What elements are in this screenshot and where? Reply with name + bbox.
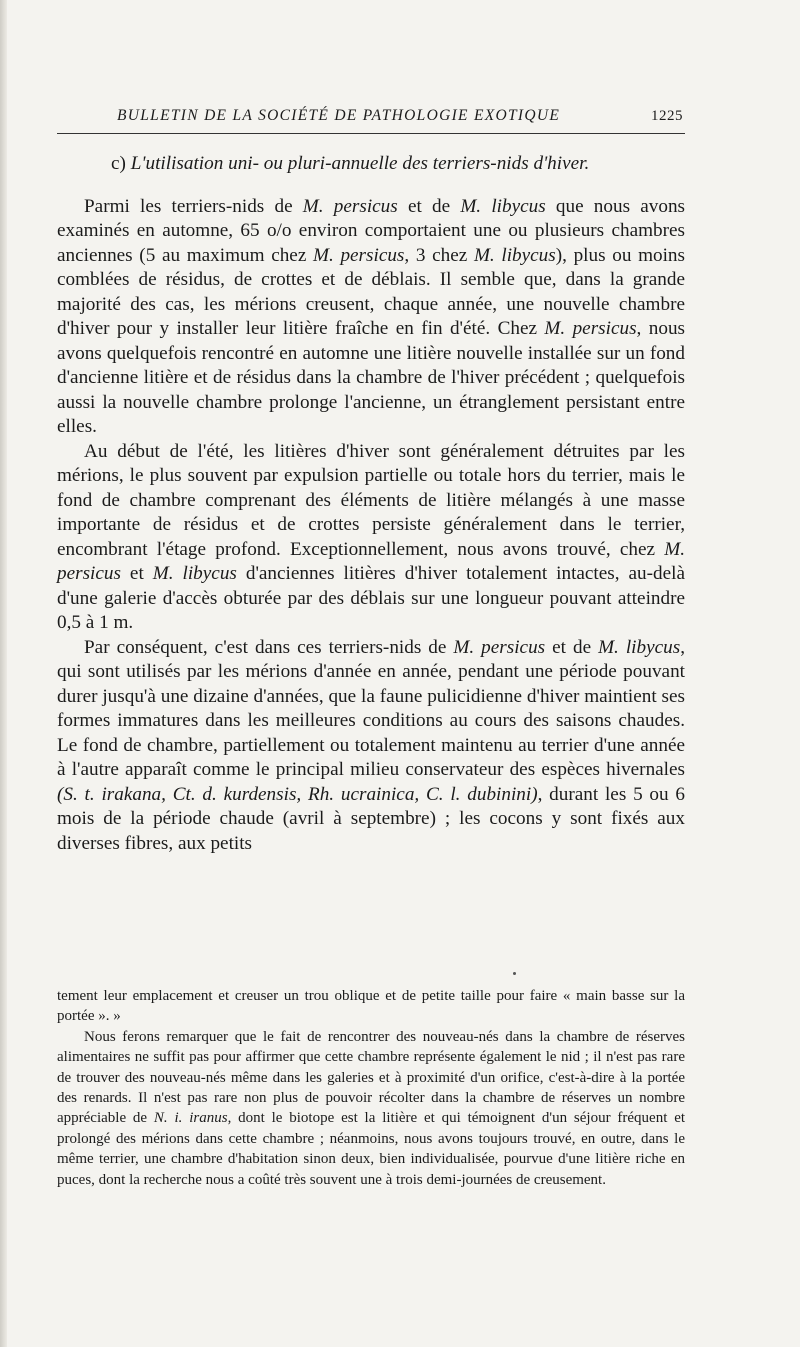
italic-text-segment: M. libycus bbox=[460, 195, 546, 217]
italic-text-segment: M. persicus bbox=[313, 244, 405, 266]
text-segment: , dont le biotope est la litière et qui témoignent d'un séjour fréquent et prolongé des mérions dans cette chambre ; néanmoins, nous avons toujours trouvé, en outre, dans le même terrier, une chambre d'habitation sinon deux, bien individualisée, pourvue d'une litière riche en puces, dont la recherche nous a coûté très souvent une à trois demi-journées de creusement. bbox=[57, 1110, 686, 1188]
footnote-paragraph bbox=[57, 1027, 685, 1190]
italic-text-segment: M. libycus bbox=[473, 244, 556, 266]
italic-text-segment: N. i. iranus bbox=[153, 1110, 228, 1127]
body-paragraph bbox=[57, 636, 685, 857]
footnotes bbox=[57, 986, 685, 1190]
text-segment: , qui sont utilisés par les mérions d'année en année, pendant une période pouvant durer jusqu'à une dizaine d'années, que la faune pulicidienne d'hiver maintient ses formes immatures dans les meilleures conditions au cours des saisons chaudes. Le fond de chambre, partiellement ou totalement maintenu au terrier d'une année à l'autre apparaît comme le principal milieu conservateur des espèces hivernales bbox=[57, 636, 685, 780]
text-segment: ), plus ou moins comblées de résidus, de crottes et de déblais. Il semble que, dans la grande majorité des cas, les mérions creusent, chaque année, une nouvelle chambre d'hiver pour y installer leur litière fraîche en fin d'été. Chez bbox=[57, 244, 685, 339]
main-text bbox=[57, 152, 685, 856]
running-title: BULLETIN DE LA SOCIÉTÉ DE PATHOLOGIE EXOTIQUE bbox=[117, 107, 561, 124]
italic-text-segment: M. persicus bbox=[453, 636, 546, 658]
running-header bbox=[57, 103, 685, 134]
footnote-separator-mark bbox=[513, 972, 516, 975]
text-segment: d'anciennes litières d'hiver totalement intactes, au-delà d'une galerie d'accès obturée par des déblais sur une longueur pouvant atteindre 0,5 à 1 m. bbox=[57, 563, 685, 633]
page bbox=[57, 0, 685, 1347]
italic-text-segment: M. persicus bbox=[544, 318, 637, 339]
italic-text-segment: M. persicus bbox=[302, 195, 398, 217]
text-segment: Par conséquent, c'est dans ces terriers-nids de bbox=[84, 636, 454, 658]
footnote-paragraph bbox=[57, 986, 685, 1027]
text-segment: Parmi les terriers-nids de bbox=[84, 195, 303, 217]
text-segment: Au début de l'été, les litières d'hiver sont généralement détruites par les mérions, le plus souvent par expulsion partielle ou totale hors du terrier, mais le fond de chambre comprenant des éléments de litière mélangés à une masse importante de résidus et de crottes persiste généralement dans le terrier, encombrant l'étage profond. Exceptionnellement, nous avons trouvé, chez bbox=[57, 440, 685, 560]
subheading-label: c) bbox=[111, 153, 131, 174]
text-segment: et de bbox=[545, 636, 599, 658]
main-paragraphs bbox=[57, 195, 685, 857]
italic-text-segment: M. libycus bbox=[152, 563, 237, 584]
text-segment: et bbox=[120, 563, 153, 584]
italic-text-segment: (S. t. irakana, Ct. d. kurdensis, Rh. ucrainica, C. l. dubinini) bbox=[57, 783, 538, 805]
scan-edge bbox=[0, 0, 7, 1347]
italic-text-segment: M. libycus bbox=[598, 636, 681, 658]
text-segment: tement leur emplacement et creuser un trou oblique et de petite taille pour faire « main basse sur la portée ». » bbox=[57, 988, 685, 1025]
body-paragraph bbox=[57, 195, 685, 440]
text-segment: , durant les 5 ou 6 mois de la période chaude (avril à septembre) ; les cocons y sont fixés aux diverses fibres, aux petits bbox=[57, 783, 685, 854]
text-segment: , 3 chez bbox=[404, 244, 474, 266]
text-segment: que nous avons examinés en automne, 65 o/o environ comportaient une ou plusieurs chambres anciennes (5 au maximum chez bbox=[57, 195, 686, 266]
page-number: 1225 bbox=[651, 108, 683, 124]
text-segment: Nous ferons remarquer que le fait de rencontrer des nouveau-nés dans la chambre de réserves alimentaires ne suffit pas pour affirmer que cette chambre représente également le nid ; il n'est pas rare de trouver des nouveau-nés même dans les galeries et à proximité d'un orifice, c'est-à-dire à la portée des renards. Il n'est pas rare non plus de pouvoir récolter dans la chambre de réserves un nombre appréciable de bbox=[57, 1028, 685, 1127]
subheading-text: L'utilisation uni- ou pluri-annuelle des terriers-nids d'hiver. bbox=[130, 153, 590, 174]
italic-text-segment: M. persicus bbox=[57, 538, 685, 584]
text-segment: et de bbox=[397, 195, 461, 217]
body-paragraph bbox=[57, 440, 685, 636]
section-subheading bbox=[57, 152, 685, 177]
text-segment: , nous avons quelquefois rencontré en automne une litière nouvelle installée sur un fond d'ancienne litière et de résidus dans la chambre de l'hiver précédent ; quelquefois aussi la nouvelle chambre prolonge l'ancienne, un étranglement persistant entre elles. bbox=[57, 318, 685, 437]
